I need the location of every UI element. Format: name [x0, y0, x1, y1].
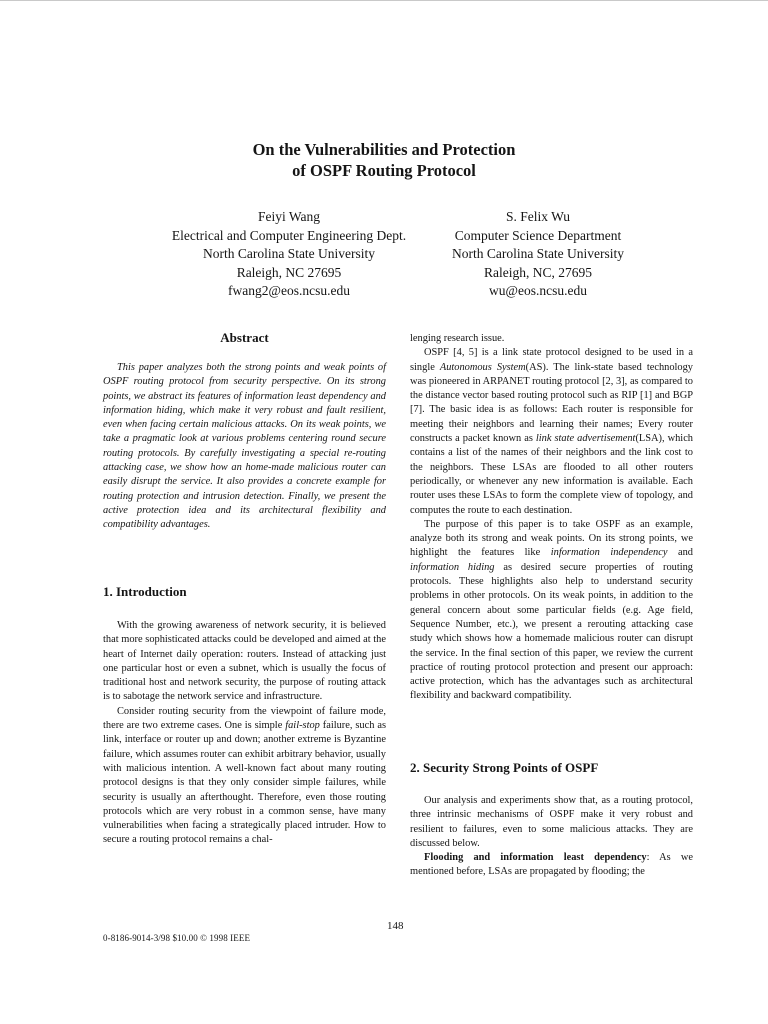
abstract-body — [103, 361, 386, 533]
top-rule — [0, 0, 768, 1]
paragraph: OSPF [4, 5] is a link state protocol designed to be used in a single Autonomous System(AS). The link-state based technology was pioneered in ARPANET routing protocol [2, 3], as compared to the distance vector based routing protocol such as RIP [1] and BGP [7]. The basic idea is as follows: Each router is responsible for meeting their neighbors and learning their names; Every router constructs a packet known as link state advertisement(LSA), which contains a list of the names of their neighbors and the link cost to the neighbors. These LSAs are flooded to all other routers periodically, or whenever any new information is available. Each router uses these LSAs to form the complete view of topology, and computes the route to each destination. — [410, 347, 693, 516]
section-heading-introduction: 1. Introduction — [103, 584, 187, 599]
author-dept: Electrical and Computer Engineering Dept. — [171, 227, 407, 243]
author-dept: Computer Science Department — [454, 227, 622, 243]
author-email: fwang2@eos.ncsu.edu — [228, 283, 350, 298]
title-line-1: On the Vulnerabilities and Protection — [252, 140, 516, 159]
page-number: 148 — [387, 920, 404, 932]
title-line-2: of OSPF Routing Protocol — [292, 161, 476, 180]
right-column-body — [410, 332, 693, 704]
copyright-line: 0-8186-9014-3/98 $10.00 © 1998 IEEE — [103, 933, 251, 943]
author-univ: North Carolina State University — [202, 246, 376, 261]
author-name: Feiyi Wang — [257, 209, 321, 224]
paper-title — [0, 139, 768, 181]
paragraph: With the growing awareness of network security, it is believed that more sophisticated attacks could be developed and aimed at the heart of Internet daily operation: routers. Instead of attacking just one particular host or even a subnet, which is usually the focus of traditional host and network security, the purpose of routing attack is to sabotage the network service and infrastructure. — [103, 620, 386, 703]
author-city: Raleigh, NC 27695 — [236, 264, 342, 280]
section-heading-security-strong-points: 2. Security Strong Points of OSPF — [410, 760, 599, 775]
author-email: wu@eos.ncsu.edu — [489, 283, 587, 298]
paragraph: The purpose of this paper is to take OSPF as an example, analyze both its strong and weak points. On its strong points, we highlight the features like information independency and information hiding as desired secure properties of routing protocols. These highlights also help to understand security problems in other protocols. On its weak points, in addition to the general concern about some particular fields (e.g. Age field, Sequence Number, etc.), we present a rerouting attacking case study which shows how a homemade malicious router can disrupt the service. In the final section of this paper, we review the current practice of routing protocol protection and present our approach: active protection, which has the advantages such as architectural flexibility and backward compatibility. — [410, 518, 693, 702]
author-block-2 — [438, 208, 638, 301]
author-univ: North Carolina State University — [451, 246, 625, 261]
introduction-body — [103, 619, 386, 848]
paragraph-continuation: lenging research issue. — [410, 333, 505, 344]
abstract-text: This paper analyzes both the strong points and weak points of OSPF routing protocol from security perspective. On its strong points, we abstract its features of information least dependency and information hiding, which make it very robust and fault resilient, even when facing certain malicious attacks. On its weak points, we take a pragmatic look at various problems centering round secure routing protocols. By carefully investigating a special re-routing attacking case, we show how an home-made malicious router can easily disrupt the service. It also provides a concrete example for routing protection and intrusion detection. Finally, we present the active protection idea and its architectural flexibility and compatibility advantages. — [103, 362, 386, 531]
author-name: S. Felix Wu — [505, 209, 571, 224]
author-block-1 — [165, 208, 413, 301]
section-2-body — [410, 794, 693, 880]
abstract-heading: Abstract — [220, 330, 269, 345]
paragraph: Our analysis and experiments show that, as a routing protocol, three intrinsic mechanisms of OSPF make it very robust and resilient to failures, even to some malicious attacks. They are discussed below. — [410, 795, 693, 849]
paragraph: Consider routing security from the viewpoint of failure mode, there are two extreme cases. One is simple fail-stop failure, such as link, interface or router up and down; another extreme is Byzantine failure, which assumes router can exhibit arbitrary behavior, usually with malicious intention. A well-known fact about many routing protocol designs is that they only consider simple failures, while security is usually an afterthought. Therefore, even those routing protocols which are very robust in a common sense, have many vulnerabilities when facing a strategically placed intruder. How to secure a routing protocol remains a chal- — [103, 705, 386, 846]
author-city: Raleigh, NC, 27695 — [484, 264, 592, 280]
paragraph: Flooding and information least dependency: As we mentioned before, LSAs are propagated by flooding; the — [410, 852, 694, 878]
